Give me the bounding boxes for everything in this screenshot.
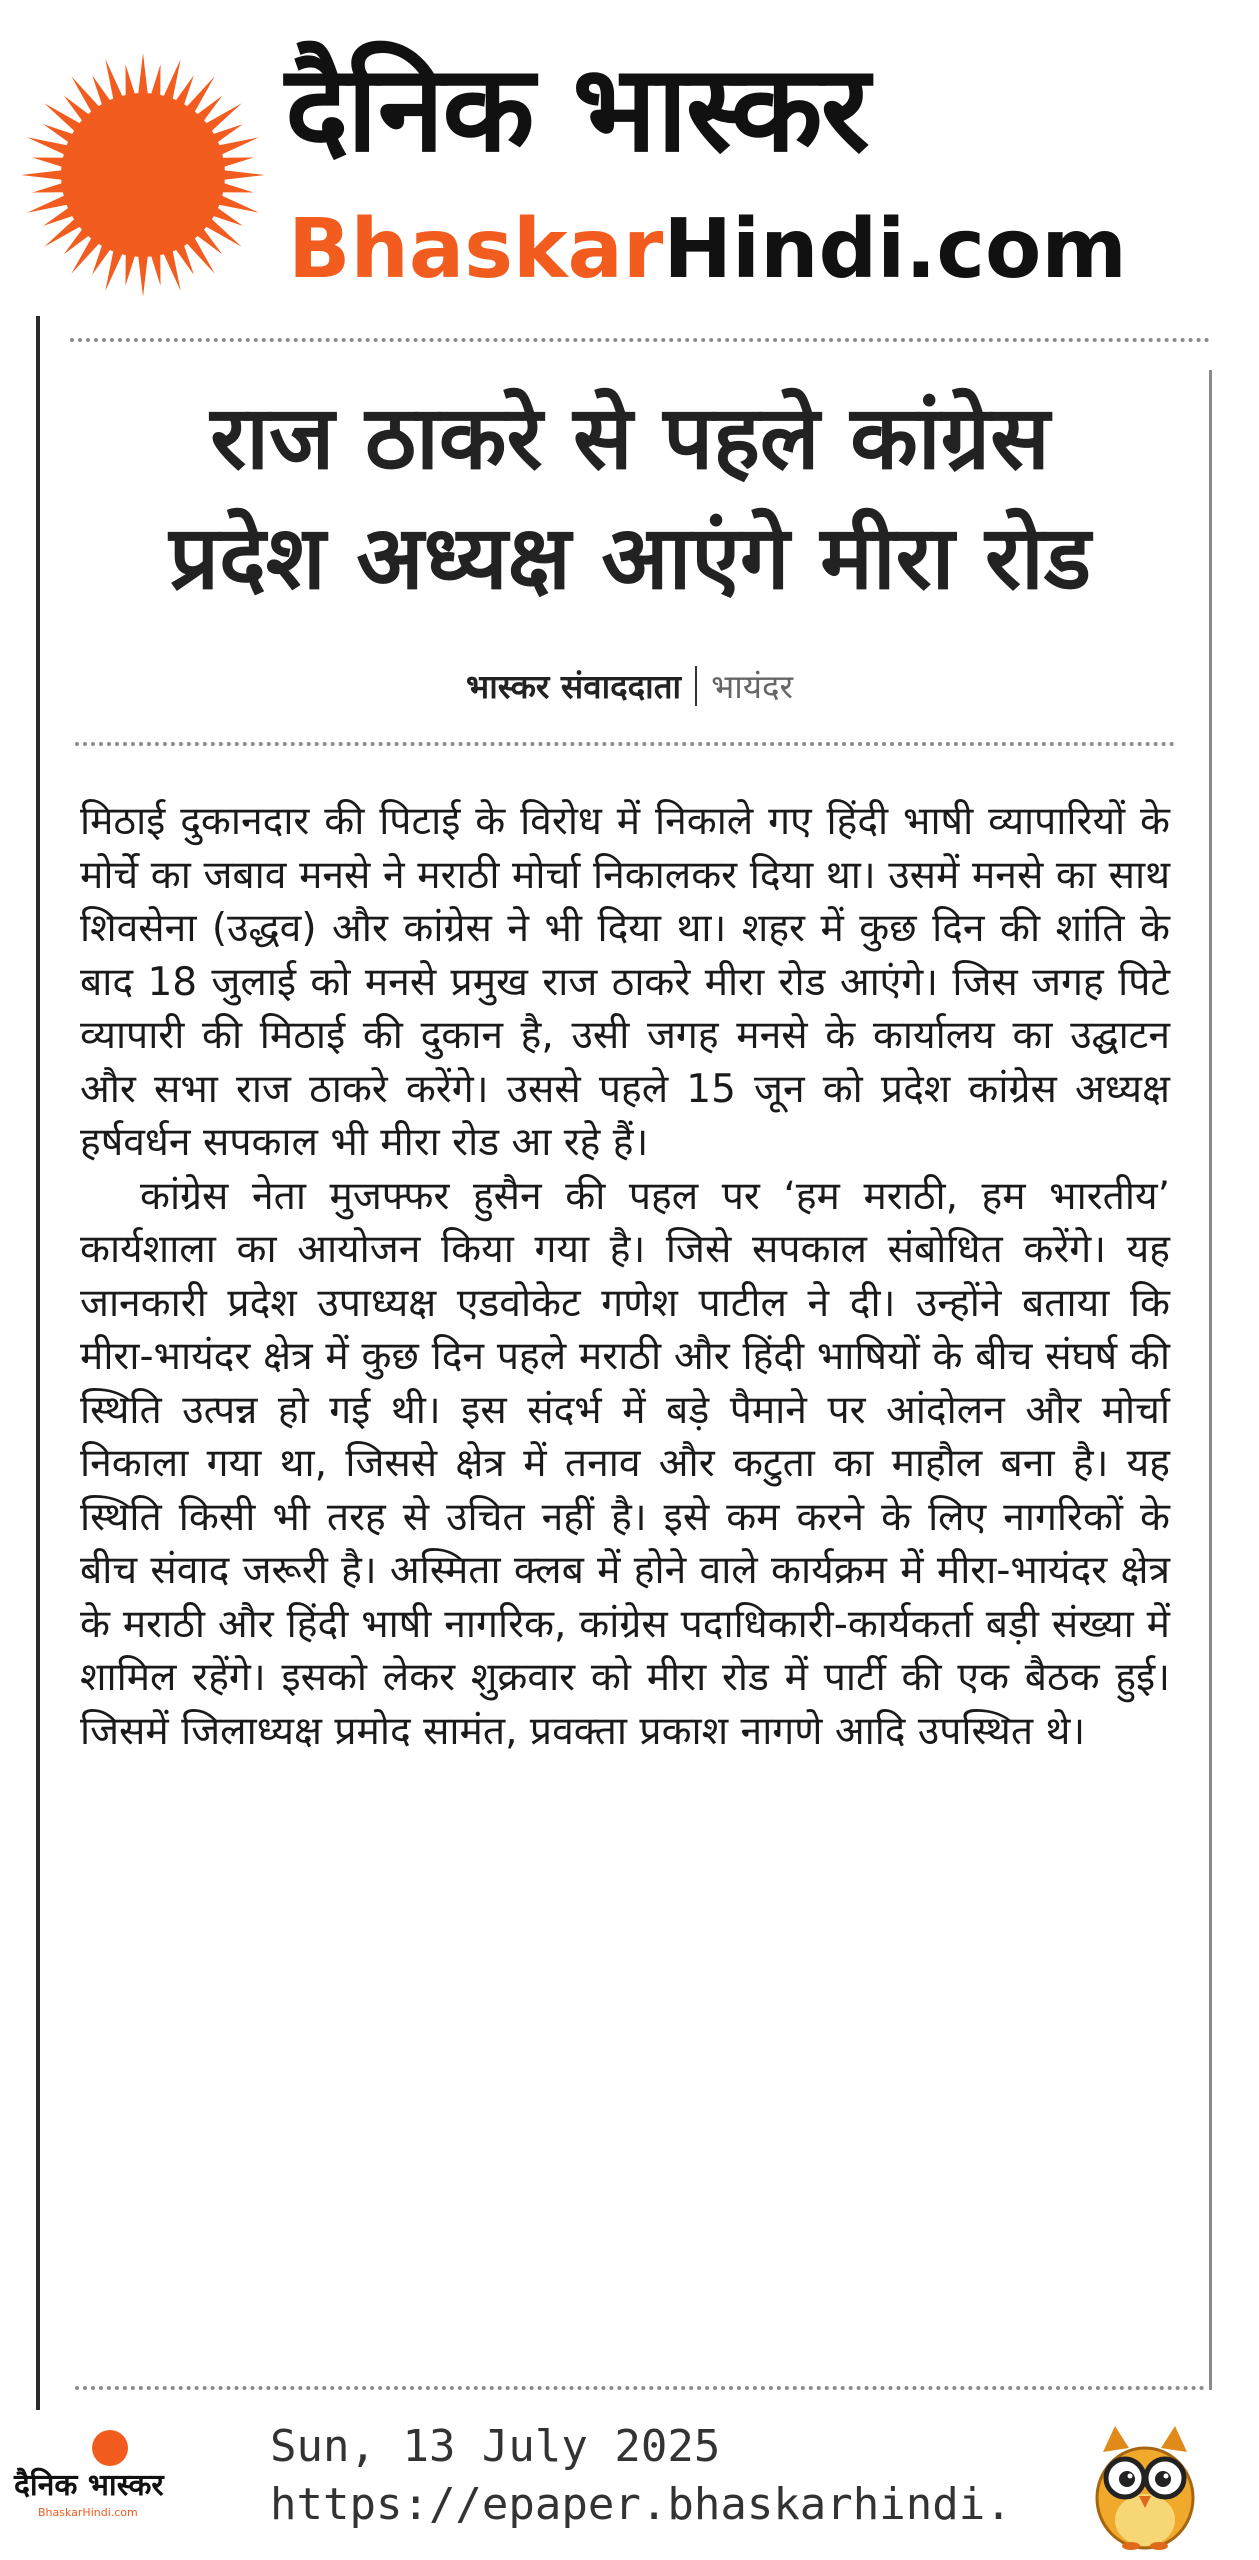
epaper-footer	[0, 2400, 1259, 2560]
byline-place: भायंदर	[711, 667, 793, 706]
publication-date: Sun, 13 July 2025	[270, 2421, 721, 2472]
byline	[0, 665, 1259, 709]
sun-ray	[21, 170, 65, 180]
headline-line-2: प्रदेश अध्यक्ष आएंगे मीरा रोड	[169, 506, 1091, 609]
masthead	[0, 0, 1259, 310]
sun-ray	[221, 170, 265, 180]
brand-latin-hindi-com: Hindi.com	[663, 202, 1127, 297]
epaper-url[interactable]: https://epaper.bhaskarhindi.	[270, 2479, 1012, 2530]
footer-brand-hindi: दैनिक भास्कर	[14, 2468, 164, 2503]
bottom-dotted-divider	[75, 2386, 1205, 2390]
article-paragraph: कांग्रेस नेता मुजफ्फर हुसैन की पहल पर ‘हम मराठी, हम भारतीय’ कार्यशाला का आयोजन किया गया है। जिसे सपकाल संबोधित करेंगे। यह जानकारी प्रदेश उपाध्यक्ष एडवोकेट गणेश पाटील ने दी। उन्होंने बताया कि मीरा-भायंदर क्षेत्र में कुछ दिन पहले मराठी और हिंदी भाषियों के बीच संघर्ष की स्थिति उत्पन्न हो गई थी। इस संदर्भ में बड़े पैमाने पर आंदोलन और मोर्चा निकाला गया था, जिससे क्षेत्र में तनाव और कटुता का माहौल बना है। यह स्थिति किसी भी तरह से उचित नहीं है। इसे कम करने के लिए नागरिकों के बीच संवाद जरूरी है। अस्मिता क्लब में होने वाले कार्यक्रम में मीरा-भायंदर क्षेत्र के मराठी और हिंदी भाषी नागरिक, कांग्रेस पदाधिकारी-कार्यकर्ता बड़ी संख्या में शामिल रहेंगे। इसको लेकर शुक्रवार को मीरा रोड में पार्टी की एक बैठक हुई। जिसमें जिलाध्यक्ष प्रमोद सामंत, प्रवक्ता प्रकाश नागणे आदि उपस्थित थे।	[80, 1173, 1170, 1754]
byline-dotted-divider	[75, 742, 1175, 746]
brand-name-hindi: दैनिक भास्कर	[285, 40, 868, 179]
sun-ray	[138, 53, 148, 97]
owl-mascot-icon	[1085, 2422, 1205, 2552]
footer-sun-logo-icon	[92, 2430, 128, 2466]
article-headline	[60, 378, 1200, 618]
article-paragraph: मिठाई दुकानदार की पिटाई के विरोध में निकाले गए हिंदी भाषी व्यापारियों के मोर्चे का जबाव मनसे ने मराठी मोर्चा निकालकर दिया था। उसमें मनसे का साथ शिवसेना (उद्धव) और कांग्रेस ने भी दिया था। शहर में कुछ दिन की शांति के बाद 18 जुलाई को मनसे प्रमुख राज ठाकरे मीरा रोड आएंगे। जिस जगह पिटे व्यापारी की मिठाई की दुकान है, उसी जगह मनसे के कार्यालय का उद्घाटन और सभा राज ठाकरे करेंगे। उससे पहले 15 जून को प्रदेश कांग्रेस अध्यक्ष हर्षवर्धन सपकाल भी मीरा रोड आ रहे हैं।	[80, 799, 1170, 1165]
article-body	[80, 795, 1170, 1758]
byline-reporter: भास्कर संवाददाता	[466, 667, 682, 706]
sun-ray	[138, 253, 148, 297]
byline-separator	[695, 666, 697, 706]
article-frame-left-rule	[36, 316, 40, 2410]
brand-latin-bhaskar: Bhaskar	[288, 202, 664, 297]
brand-name-latin	[288, 200, 1127, 300]
top-dotted-divider	[70, 338, 1210, 342]
footer-brand-latin: BhaskarHindi.com	[38, 2506, 138, 2519]
headline-line-1: राज ठाकरे से पहले कांग्रेस	[210, 386, 1050, 489]
sun-logo-icon	[18, 50, 268, 300]
